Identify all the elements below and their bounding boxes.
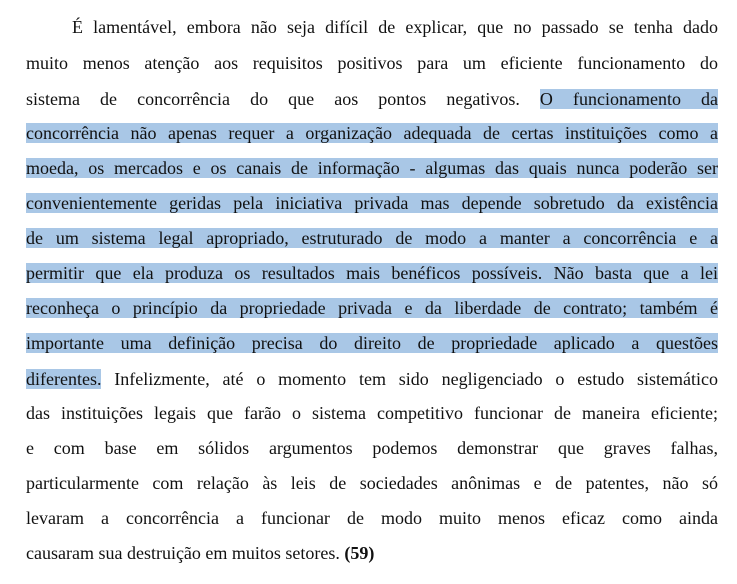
selected-text[interactable]: moeda, os mercados e os canais de informação - algumas das quais nunca poderão ser <box>26 158 718 178</box>
selected-text[interactable]: diferentes. <box>26 369 102 389</box>
selected-text[interactable]: importante uma definição precisa do direito de propriedade aplicado a questões <box>26 333 718 353</box>
footnote-reference: (59) <box>344 543 375 563</box>
selected-text[interactable]: O funcionamento da <box>539 89 719 109</box>
text-line-2 <box>26 48 718 78</box>
text-line-4 <box>26 118 718 148</box>
text-line-15 <box>26 503 718 533</box>
line-text: levaram a concorrência a funcionar de modo muito menos eficaz como ainda <box>26 508 718 528</box>
selected-text[interactable]: permitir que ela produza os resultados mais benéficos possíveis. Não basta que a lei <box>26 263 718 283</box>
selected-text[interactable]: convenientemente geridas pela iniciativa privada mas depende sobretudo da existência <box>26 193 718 213</box>
text-line-1 <box>72 12 718 42</box>
text-line-11 <box>26 364 718 394</box>
text-line-12 <box>26 398 718 428</box>
line-text: muito menos atenção aos requisitos positivos para um eficiente funcionamento do <box>26 53 718 73</box>
text-line-3 <box>26 84 718 114</box>
line-text: particularmente com relação às leis de sociedades anônimas e de patentes, não só <box>26 473 718 493</box>
text-line-5 <box>26 153 718 183</box>
line-text: sistema de concorrência do que aos pontos negativos. <box>26 89 540 109</box>
text-line-9 <box>26 293 718 323</box>
text-line-16 <box>26 538 718 568</box>
selected-text[interactable]: de um sistema legal apropriado, estruturado de modo a manter a concorrência e a <box>26 228 718 248</box>
text-line-6 <box>26 188 718 218</box>
line-text: Infelizmente, até o momento tem sido negligenciado o estudo sistemático <box>101 369 718 389</box>
text-line-8 <box>26 258 718 288</box>
text-line-13 <box>26 433 718 463</box>
line-text: É lamentável, embora não seja difícil de explicar, que no passado se tenha dado <box>72 17 718 37</box>
line-text: e com base em sólidos argumentos podemos demonstrar que graves falhas, <box>26 438 718 458</box>
text-line-14 <box>26 468 718 498</box>
line-text: causaram sua destruição em muitos setores. <box>26 543 345 563</box>
text-line-10 <box>26 328 718 358</box>
line-text: das instituições legais que farão o sistema competitivo funcionar de maneira eficiente; <box>26 403 718 423</box>
text-line-7 <box>26 223 718 253</box>
selected-text[interactable]: reconheça o princípio da propriedade privada e da liberdade de contrato; também é <box>26 298 718 318</box>
selected-text[interactable]: concorrência não apenas requer a organização adequada de certas instituições como a <box>26 123 718 143</box>
